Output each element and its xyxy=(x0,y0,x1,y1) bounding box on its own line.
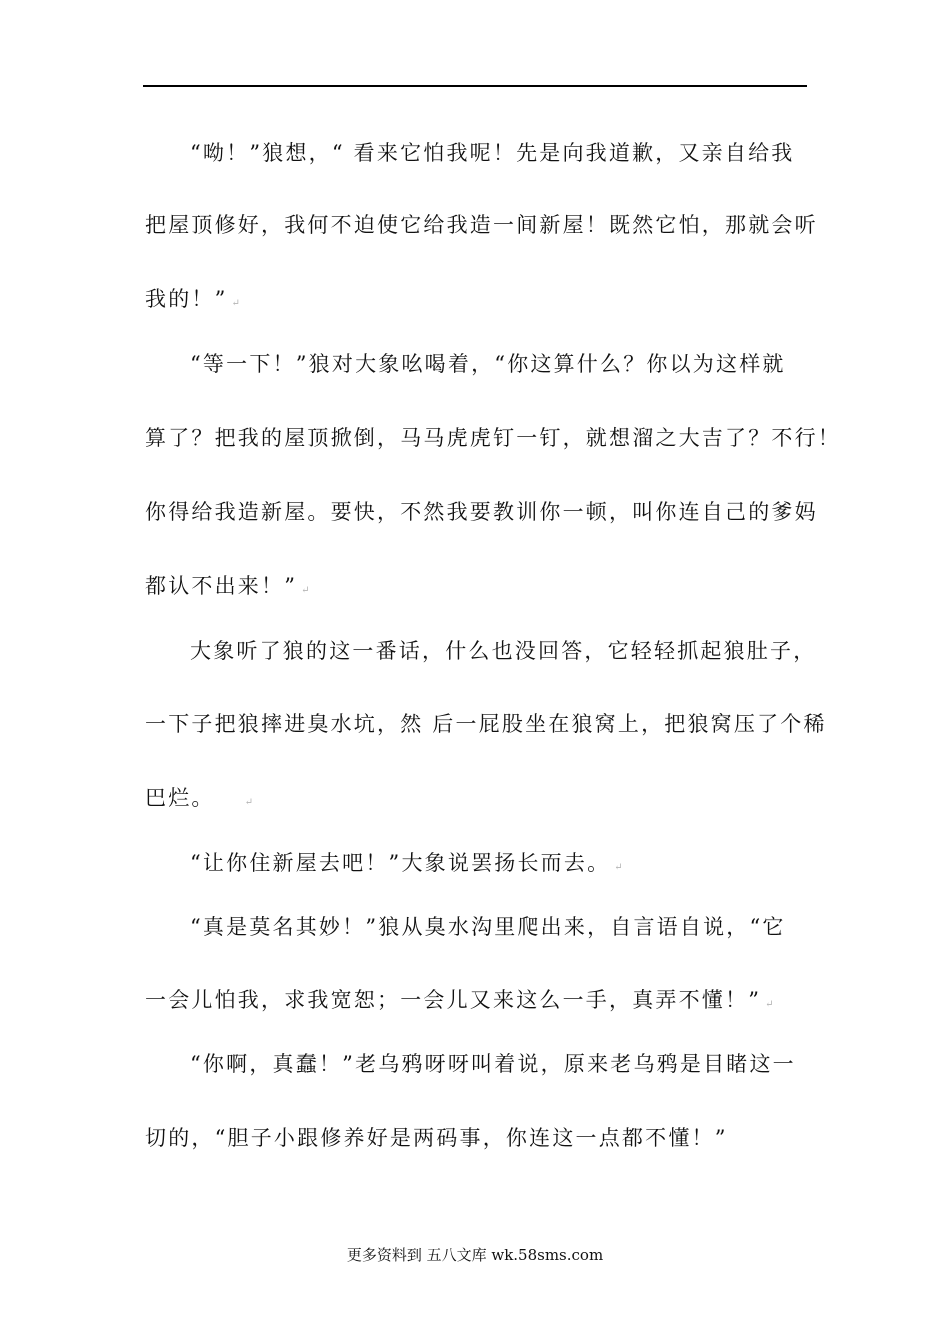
paragraph-mark: ↵ xyxy=(231,298,240,309)
text-line: 你得给我造新屋。要快，不然我要教训你一顿，叫你连自己的爹妈 xyxy=(145,500,818,524)
paragraph-mark: ↵ xyxy=(765,999,774,1010)
header-rule xyxy=(143,85,807,87)
text-line: 一会儿怕我，求我宽恕；一会儿又来这么一手，真弄不懂！” ↵ xyxy=(145,988,774,1012)
paragraph-mark: ↵ xyxy=(244,797,253,808)
text-line: 大象听了狼的这一番话，什么也没回答，它轻轻抓起狼肚子， xyxy=(190,639,817,663)
paragraph-mark: ↵ xyxy=(614,862,623,873)
text-line: 一下子把狼摔进臭水坑，然 后一屁股坐在狼窝上，把狼窝压了个稀 xyxy=(145,712,827,736)
text-line: “真是莫名其妙！”狼从臭水沟里爬出来，自言语自说，“它 xyxy=(190,915,786,939)
paragraph-mark: ↵ xyxy=(301,585,310,596)
text-line: “你啊，真蠢！”老乌鸦呀呀叫着说，原来老乌鸦是目睹这一 xyxy=(190,1052,796,1076)
text-line: 巴烂。 ↵ xyxy=(145,786,253,810)
text-line: 切的，“胆子小跟修养好是两码事，你连这一点都不懂！” xyxy=(145,1126,728,1150)
text-line: “让你住新屋去吧！”大象说罢扬长而去。 ↵ xyxy=(190,851,623,875)
text-line: 都认不出来！” ↵ xyxy=(145,574,310,598)
text-line: 把屋顶修好，我何不迫使它给我造一间新屋！既然它怕，那就会听 xyxy=(145,213,818,237)
text-line: 算了？把我的屋顶掀倒，马马虎虎钉一钉，就想溜之大吉了？不行！ xyxy=(145,426,841,450)
text-line: “呦！”狼想，“ 看来它怕我呢！先是向我道歉，又亲自给我 xyxy=(190,141,795,165)
text-line: “等一下！”狼对大象吆喝着，“你这算什么？你以为这样就 xyxy=(190,352,786,376)
footer-text: 更多资料到 五八文库 wk.58sms.com xyxy=(346,1246,604,1264)
text-line: 我的！” ↵ xyxy=(145,287,240,311)
